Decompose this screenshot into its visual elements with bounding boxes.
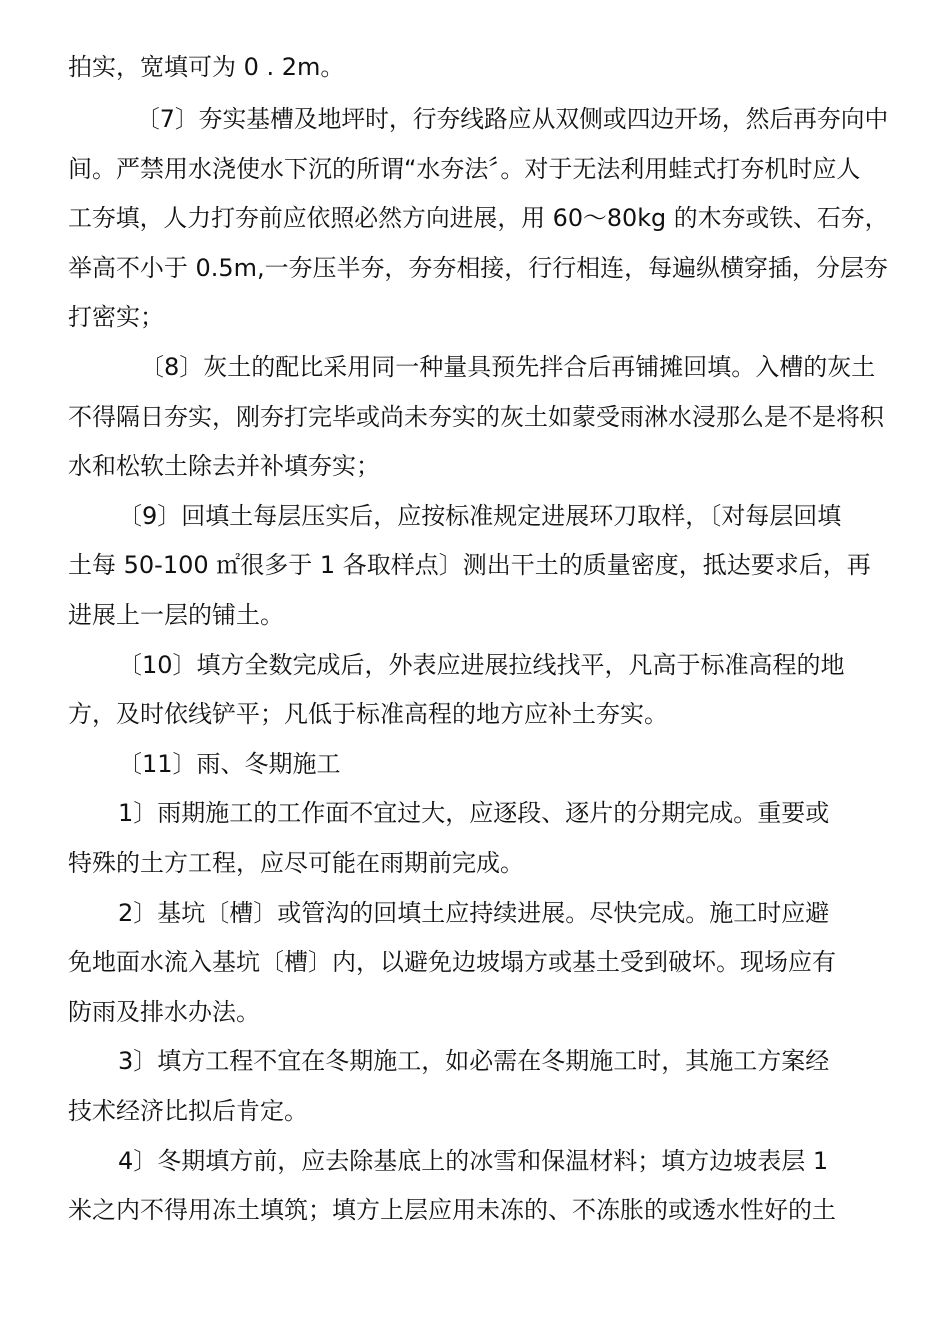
text-line: 工夯填，人力打夯前应依照必然方向进展，用 60～80kg 的木夯或铁、石夯， (68, 204, 889, 232)
text-line: 〔11〕雨、冬期施工 (118, 750, 341, 778)
text-line: 〔8〕灰土的配比采用同一种量具预先拌合后再铺摊回填。入槽的灰土 (140, 353, 876, 381)
text-line: 举高不小于 0.5m,一夯压半夯，夯夯相接，行行相连，每遍纵横穿插，分层夯 (68, 254, 888, 282)
text-line: 〔10〕填方全数完成后，外表应进展拉线找平，凡高于标准高程的地 (118, 651, 845, 679)
text-line: 4〕冬期填方前，应去除基底上的冰雪和保温材料；填方边坡表层 1 (118, 1147, 829, 1175)
text-line: 3〕填方工程不宜在冬期施工，如必需在冬期施工时，其施工方案经 (118, 1047, 830, 1075)
text-line: 拍实，宽填可为 0 . 2m。 (68, 53, 345, 81)
text-line: 2〕基坑〔槽〕或管沟的回填土应持续进展。尽快完成。施工时应避 (118, 899, 830, 927)
text-line: 进展上一层的铺土。 (68, 601, 284, 629)
text-line: 土每 50-100 ㎡很多于 1 各取样点〕测出干土的质量密度，抵达要求后，再 (68, 551, 871, 579)
text-line: 方，及时依线铲平；凡低于标准高程的地方应补土夯实。 (68, 700, 668, 728)
text-line: 打密实； (68, 303, 164, 331)
text-line: 〔9〕回填土每层压实后，应按标准规定进展环刀取样，〔对每层回填 (118, 502, 842, 530)
text-line: 间。严禁用水浇使水下沉的所谓“水夯法〞。对于无法利用蛙式打夯机时应人 (68, 155, 861, 183)
text-line: 水和松软土除去并补填夯实； (68, 452, 380, 480)
text-line: 技术经济比拟后肯定。 (68, 1097, 308, 1125)
text-line: 防雨及排水办法。 (68, 998, 260, 1026)
text-line: 不得隔日夯实，刚夯打完毕或尚未夯实的灰土如蒙受雨淋水浸那么是不是将积 (68, 403, 884, 431)
text-line: 米之内不得用冻土填筑；填方上层应用未冻的、不冻胀的或透水性好的土 (68, 1196, 836, 1224)
text-line: 〔7〕夯实基槽及地坪时，行夯线路应从双侧或四边开场，然后再夯向中 (136, 105, 889, 133)
text-line: 1〕雨期施工的工作面不宜过大，应逐段、逐片的分期完成。重要或 (118, 799, 830, 827)
text-line: 特殊的土方工程，应尽可能在雨期前完成。 (68, 849, 524, 877)
text-line: 免地面水流入基坑〔槽〕内，以避免边坡塌方或基土受到破坏。现场应有 (68, 948, 836, 976)
